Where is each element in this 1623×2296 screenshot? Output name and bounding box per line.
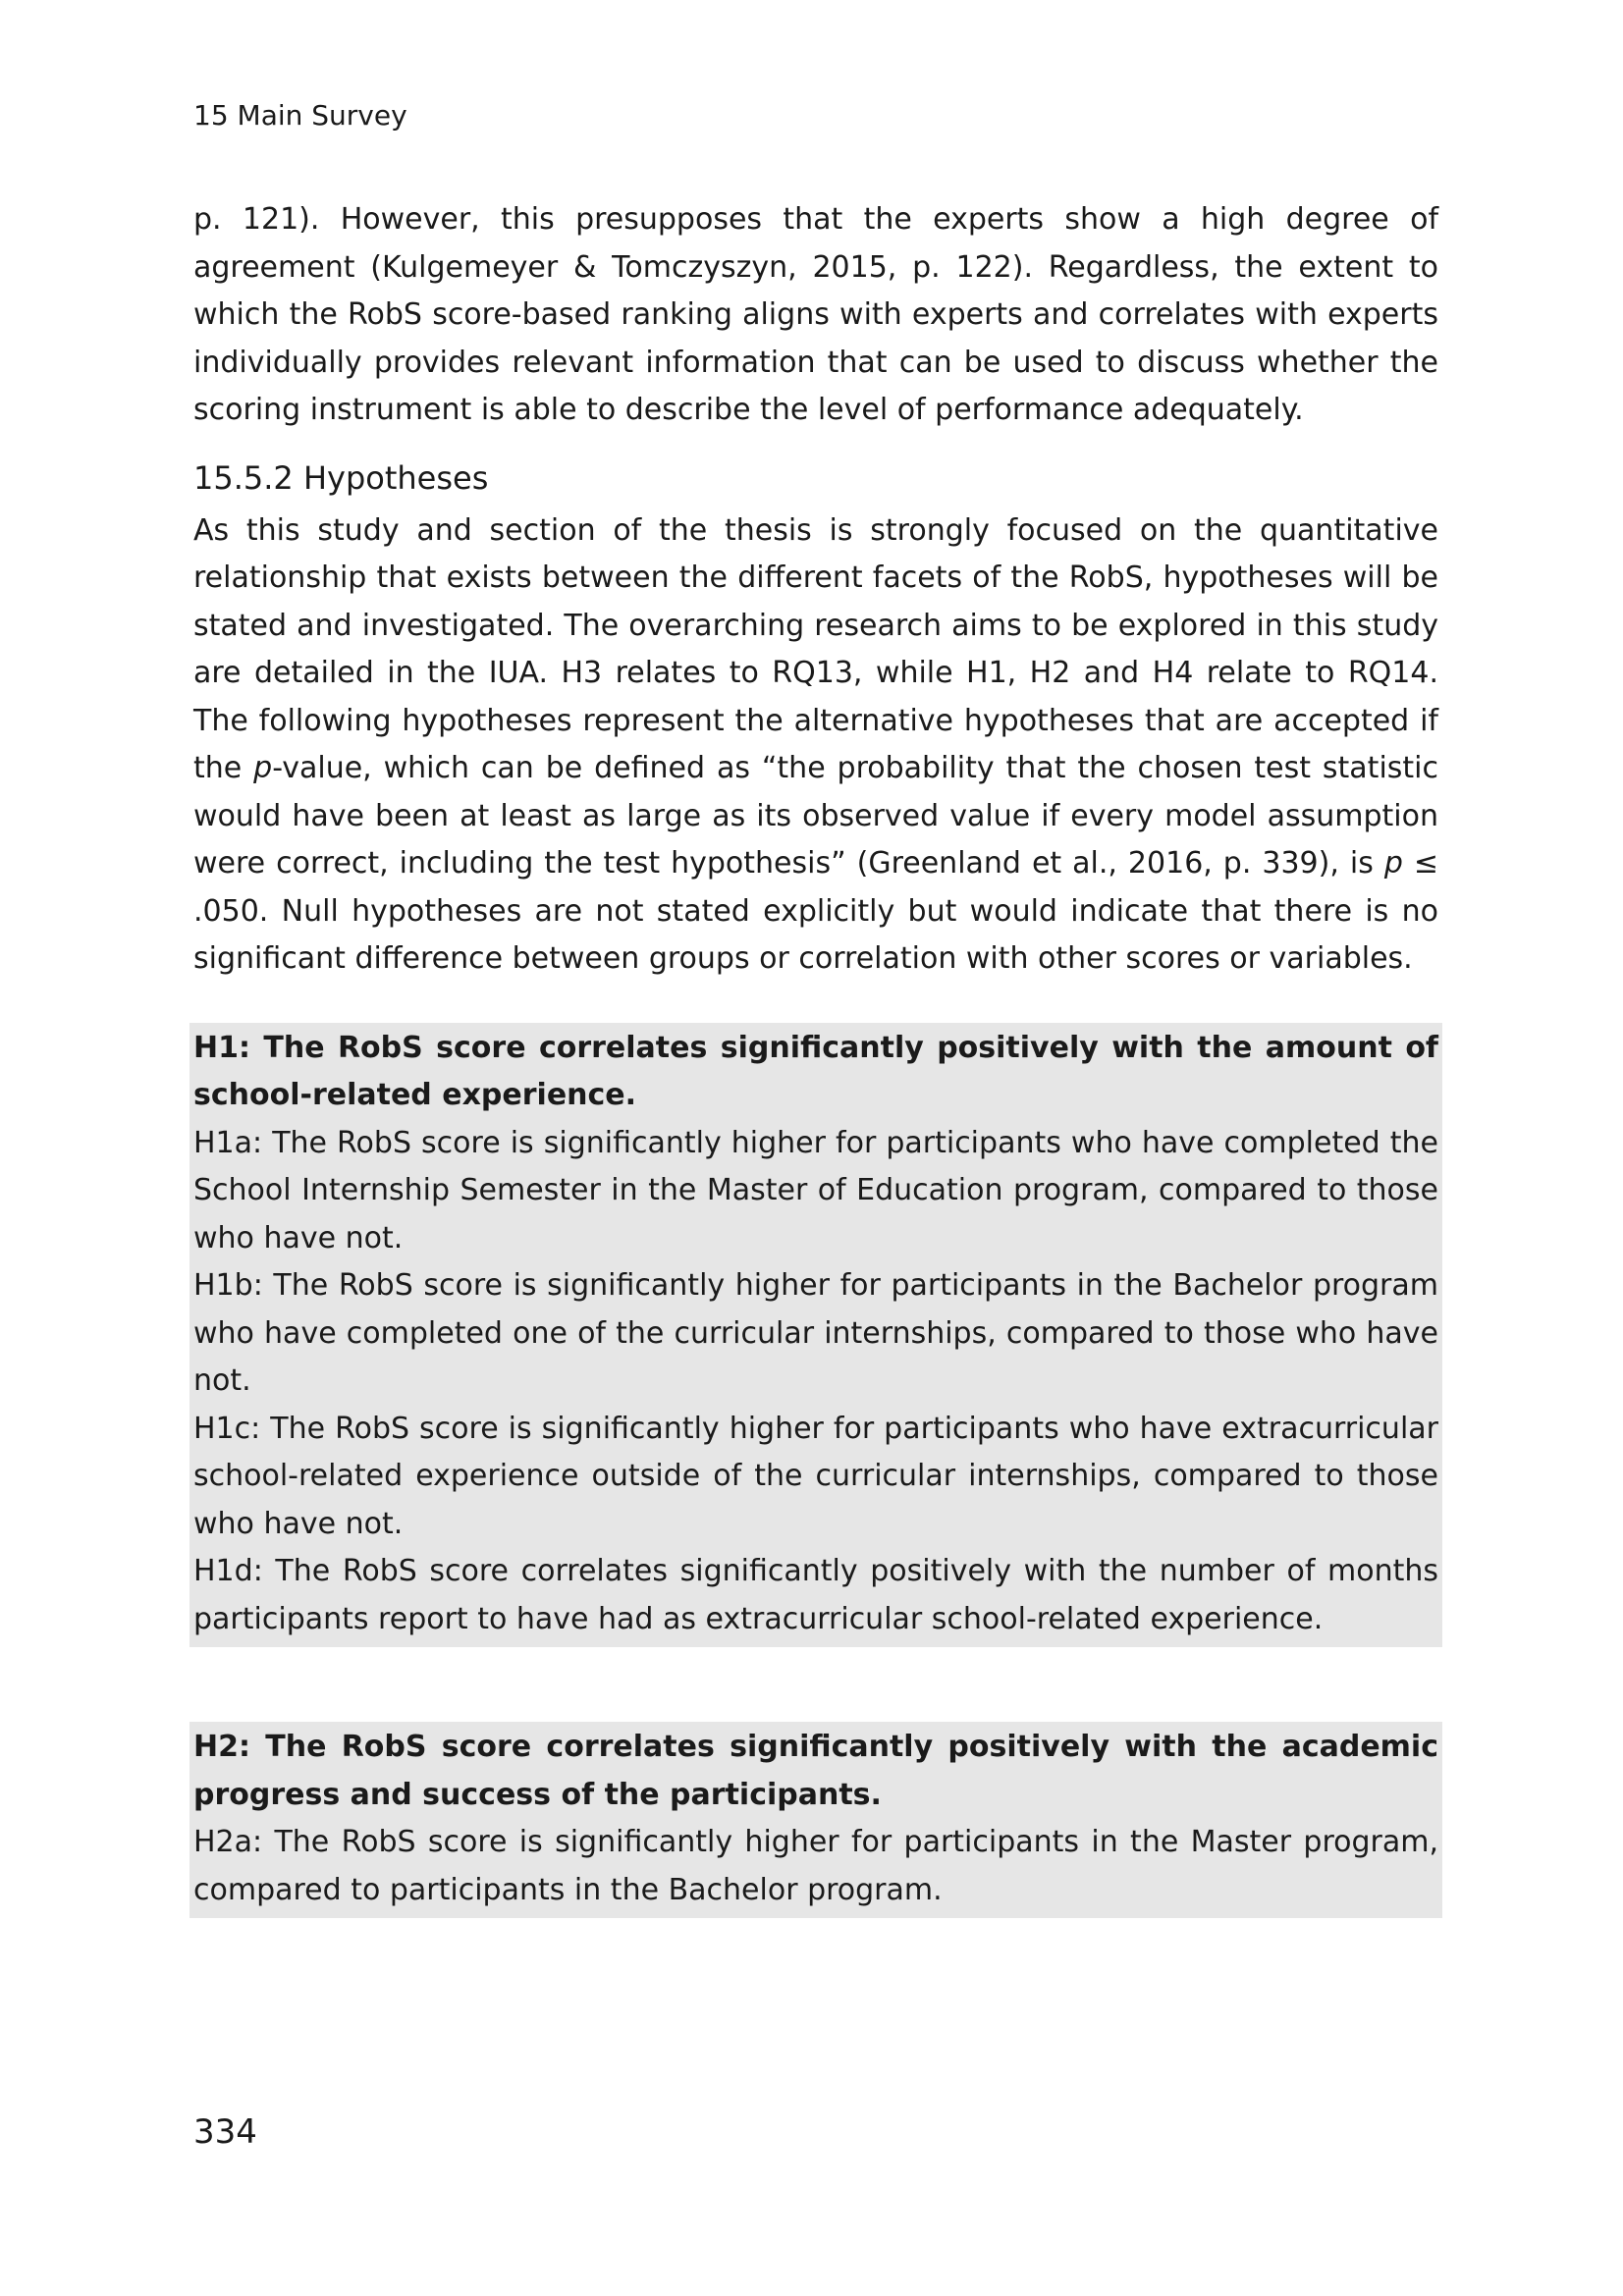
intro-paragraph: p. 121). However, this presupposes that the experts show a high degree of agreement (Kulgemeyer & Tomczyszyn, 2015, p. 122). Regardless, the extent to which the RobS score-based ranking aligns with experts and correlates with experts individually provides relevant information that can be used to discuss whether the scoring instrument is able to describe the level of performance adequately. bbox=[193, 202, 1438, 427]
body-text-part3: ≤ .050. Null hypotheses are not stated explicitly but would indicate that there is no significant difference between groups or correlation with other scores or variables. bbox=[193, 846, 1438, 976]
hypothesis-item-h1c: H1c: The RobS score is significantly higher for participants who have extracurricular school-related experience outside of the curricular internships, compared to those who have not. bbox=[193, 1411, 1438, 1541]
hypothesis-box-h2 bbox=[189, 1722, 1442, 1918]
hypothesis-item-h1a: H1a: The RobS score is significantly higher for participants who have completed the School Internship Semester in the Master of Education program, compared to those who have not. bbox=[193, 1125, 1438, 1255]
hypothesis-box-h1 bbox=[189, 1023, 1442, 1648]
section-body-paragraph bbox=[193, 507, 1438, 984]
hypothesis-item-h1d: H1d: The RobS score correlates significantly positively with the number of months participants report to have had as extracurricular school-related experience. bbox=[193, 1554, 1438, 1636]
p-value-symbol: p bbox=[253, 751, 273, 785]
hypothesis-item-h1b: H1b: The RobS score is significantly higher for participants in the Bachelor program who have completed one of the curricular internships, compared to those who have not. bbox=[193, 1268, 1438, 1398]
body-text-part2: -value, which can be defined as “the probability that the chosen test statistic would have been at least as large as its observed value if every model assumption were correct, including the test hypothesis” (Greenland et al., 2016, p. 339), is bbox=[193, 751, 1438, 881]
hypothesis-title-h1: H1: The RobS score correlates significantly positively with the amount of school-related experience. bbox=[193, 1030, 1438, 1112]
p-value-symbol-2: p bbox=[1383, 846, 1403, 881]
body-text-part1: As this study and section of the thesis is strongly focused on the quantitative relationship that exists between the different facets of the RobS, hypotheses will be stated and investigated. The overarching research aims to be explored in this study are detailed in the IUA. H3 relates to RQ13, while H1, H2 and H4 relate to RQ14. The following hypotheses represent the alternative hypotheses that are accepted if the bbox=[193, 512, 1438, 785]
hypothesis-item-h2a: H2a: The RobS score is significantly higher for participants in the Master program, compared to participants in the Bachelor program. bbox=[193, 1825, 1438, 1907]
hypothesis-title-h2: H2: The RobS score correlates significantly positively with the academic progress and success of the participants. bbox=[193, 1730, 1438, 1812]
running-header: 15 Main Survey bbox=[193, 99, 407, 132]
page-content bbox=[193, 196, 1438, 1918]
page-number: 334 bbox=[193, 2112, 257, 2152]
section-heading: 15.5.2 Hypotheses bbox=[193, 458, 489, 497]
